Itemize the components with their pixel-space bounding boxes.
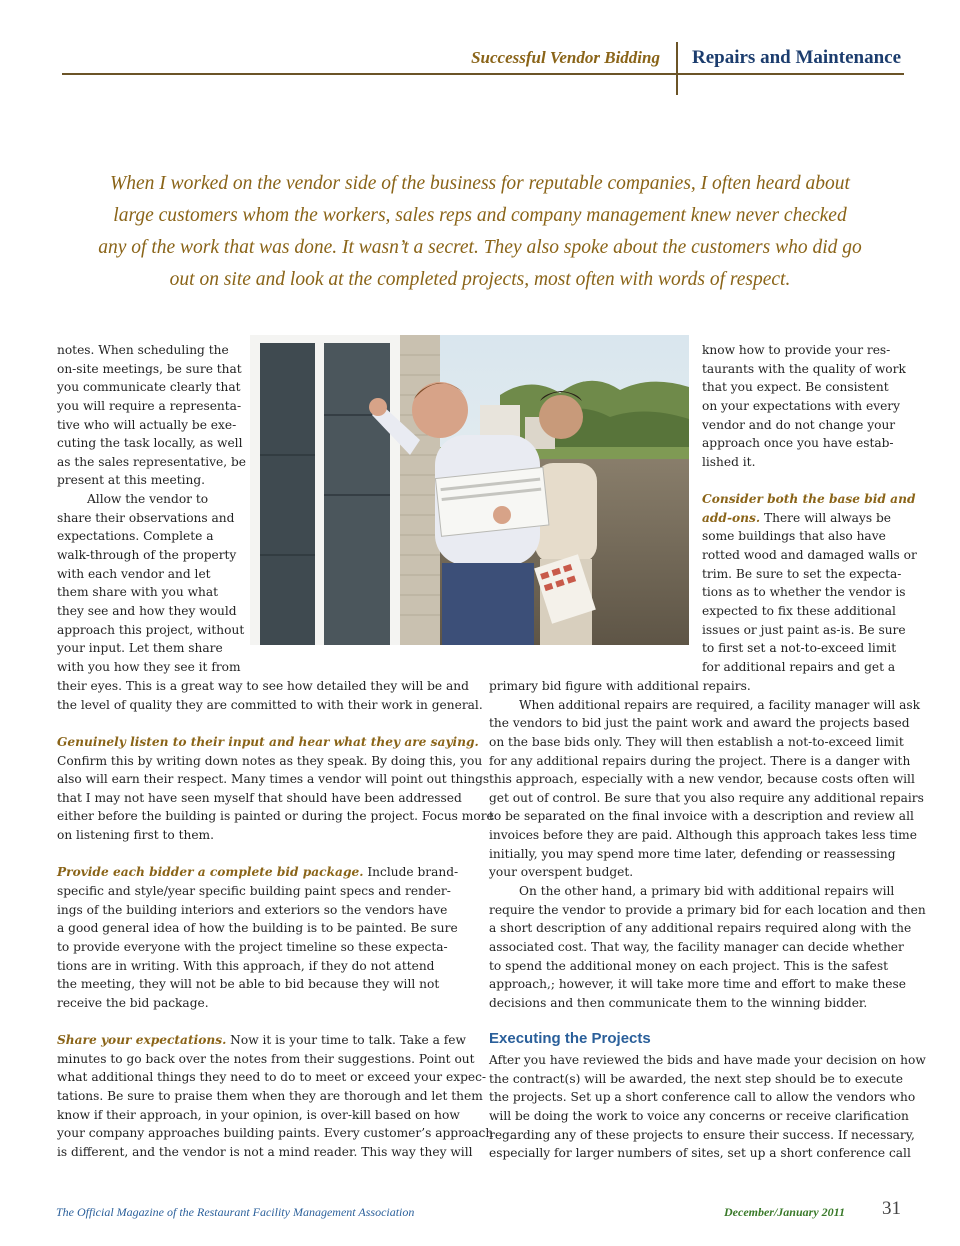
lead-in-base-bid: Consider both the base bid and [702,492,916,507]
text-line: especially for larger numbers of sites, set up a short conference call [489,1146,911,1161]
text-line: to provide everyone with the project timeline so these expecta- [57,939,448,954]
header-rule [62,73,904,75]
text-line: Confirm this by writing down notes as they speak. By doing this, you [57,753,483,768]
text-line: decisions and then communicate them to the winning bidder. [489,995,868,1010]
text-line: either before the building is painted or during the project. Focus more [57,809,494,824]
text-line: trim. Be sure to set the expecta- [702,566,902,581]
footer-issue-date: December/January 2011 [724,1205,845,1219]
text-line: associated cost. That way, the facility manager can decide whether [489,939,904,954]
text-line: your input. Let them share [57,641,223,656]
running-head-category: Repairs and Maintenance [692,47,901,68]
text-line: you will require a representa- [57,398,242,413]
text-line: the vendors to bid just the paint work and award the projects based [489,716,910,731]
text-line: on the base bids only. They will then establish a not-to-exceed limit [489,734,904,749]
pull-quote [96,168,864,296]
text-line: their eyes. This is a great way to see how detailed they will be and [57,679,469,693]
text-line: what additional things they need to do to meet or exceed your expec- [57,1070,487,1085]
text-line: tations. Be sure to praise them when they are thorough and let them [57,1089,483,1104]
right-column-wide [489,677,926,1013]
text-line: issues or just paint as-is. Be sure [702,622,906,637]
lead-in-add-ons: add-ons. [702,510,761,525]
text-line: a good general idea of how the building is to be painted. Be sure [57,921,458,936]
text-line: will be doing the work to voice any concerns or receive clarification [489,1108,909,1123]
text-line: on-site meetings, be sure that [57,361,242,376]
text-line: approach once you have estab- [702,436,894,451]
pull-quote-line: any of the work that was done. It wasn’t a secret. They also spoke about the customers who did go [98,237,862,258]
paragraph-lead [57,733,494,752]
text-line: approach this project, without [57,622,245,637]
paragraph-lead [57,1031,494,1050]
lead-in-expectations: Share your expectations. [57,1033,227,1048]
text-line: Allow the vendor to [87,492,209,507]
photo-illustration [250,335,689,645]
article-photo [250,335,689,645]
text-line: ings of the building interiors and exteriors so the vendors have [57,902,448,917]
text-line: When additional repairs are required, a facility manager will ask [519,697,921,712]
text-line: know if their approach, in your opinion, is over-kill based on how [57,1107,460,1122]
text-line: know how to provide your res- [702,343,891,357]
text-line: vendor and do not change your [702,417,896,432]
text-line: present at this meeting. [57,473,206,488]
text-line: to spend the additional money on each project. This is the safest [489,958,889,973]
running-head-section: Successful Vendor Bidding [471,48,660,67]
header-divider [676,42,678,95]
text-line: specific and style/year specific building paint specs and render- [57,884,451,899]
paragraph-lead [702,490,917,509]
paragraph-lead [702,509,917,528]
paragraph-lead [57,863,494,882]
text-line: primary bid figure with additional repairs. [489,679,751,693]
right-column-narrow [702,341,917,677]
lead-in-listen: Genuinely listen to their input and hear what they are saying. [57,734,479,749]
text-line: rotted wood and damaged walls or [702,548,917,563]
text-line: to be separated on the final invoice with a description and review all [489,809,914,824]
text-line: tions are in writing. With this approach, if they do not attend [57,958,435,973]
text-line: on your expectations with every [702,398,901,413]
text-line: cuting the task locally, as well [57,436,243,451]
text-line: the level of quality they are committed to with their work in general. [57,697,483,712]
text-line: require the vendor to provide a primary bid for each location and then [489,902,926,917]
text-line: that I may not have seen myself that should have been addressed [57,790,462,805]
footer-magazine-title: The Official Magazine of the Restaurant Facility Management Association [56,1205,415,1219]
text-line: to first set a not-to-exceed limit [702,641,897,656]
text-line: your overspent budget. [489,865,634,880]
pull-quote-line: out on site and look at the completed projects, most often with words of respect. [169,269,791,290]
text-line: receive the bid package. [57,995,209,1010]
section-executing-body [489,1051,926,1163]
text-line: that you expect. Be consistent [702,380,889,395]
text-line: you communicate clearly that [57,380,241,395]
text-line: minutes to go back over the notes from their suggestions. Point out [57,1051,475,1066]
text-line: as the sales representative, be [57,454,247,469]
text-line: also will earn their respect. Many times a vendor will point out things [57,772,490,787]
text-line: a short description of any additional repairs required along with the [489,921,912,936]
text-run: There will always be [760,510,891,525]
text-line: for any additional repairs during the project. There is a danger with [489,753,911,768]
text-line: walk-through of the property [57,548,237,563]
text-line: this approach, especially with a new vendor, because costs often will [489,772,915,787]
text-line: your company approaches building paints. Every customer’s approach [57,1126,494,1141]
pull-quote-line: large customers whom the workers, sales reps and company management knew never checked [113,205,847,226]
text-line: expectations. Complete a [57,529,214,544]
text-line: for additional repairs and get a [702,659,896,674]
section-heading-executing: Executing the Projects [489,1030,651,1047]
lead-in-bid-package: Provide each bidder a complete bid package. [57,865,364,880]
text-line: expected to fix these additional [702,603,896,618]
text-line: taurants with the quality of work [702,361,906,376]
text-line: On the other hand, a primary bid with additional repairs will [519,884,895,899]
text-line: tions as to whether the vendor is [702,585,906,600]
text-line: After you have reviewed the bids and have made your decision on how [489,1053,926,1067]
text-line: on listening first to them. [57,828,214,843]
text-line: regarding any of these projects to ensure their success. If necessary, [489,1127,915,1142]
pull-quote-line: When I worked on the vendor side of the business for reputable companies, I often heard about [110,173,850,194]
text-line: with each vendor and let [57,566,211,581]
text-line: some buildings that also have [702,529,886,544]
text-run: Include brand- [363,865,459,880]
text-line: initially, you may spend more time later, defending or reassessing [489,846,896,861]
text-line: them share with you what [57,585,219,600]
text-line: they see and how they would [57,603,237,618]
left-column-narrow [57,341,246,677]
text-line: invoices before they are paid. Although this approach takes less time [489,828,917,843]
page-number: 31 [882,1198,901,1219]
text-line: get out of control. Be sure that you also require any additional repairs [489,790,924,805]
text-line: the contract(s) will be awarded, the next step should be to execute [489,1071,903,1086]
text-line: share their observations and [57,510,235,525]
text-line: is different, and the vendor is not a mind reader. This way they will [57,1145,473,1160]
text-line: tive who will actually be exe- [57,417,237,432]
text-run: Now it is your time to talk. Take a few [226,1033,466,1048]
text-line: the projects. Set up a short conference call to allow the vendors who [489,1090,916,1105]
left-column-wide [57,677,494,1162]
text-line: with you how they see it from [57,659,241,674]
text-line: lished it. [702,454,756,469]
text-line: notes. When scheduling the [57,343,229,357]
text-line: the meeting, they will not be able to bid because they will not [57,977,440,992]
text-line: approach,; however, it will take more time and effort to make these [489,977,906,992]
